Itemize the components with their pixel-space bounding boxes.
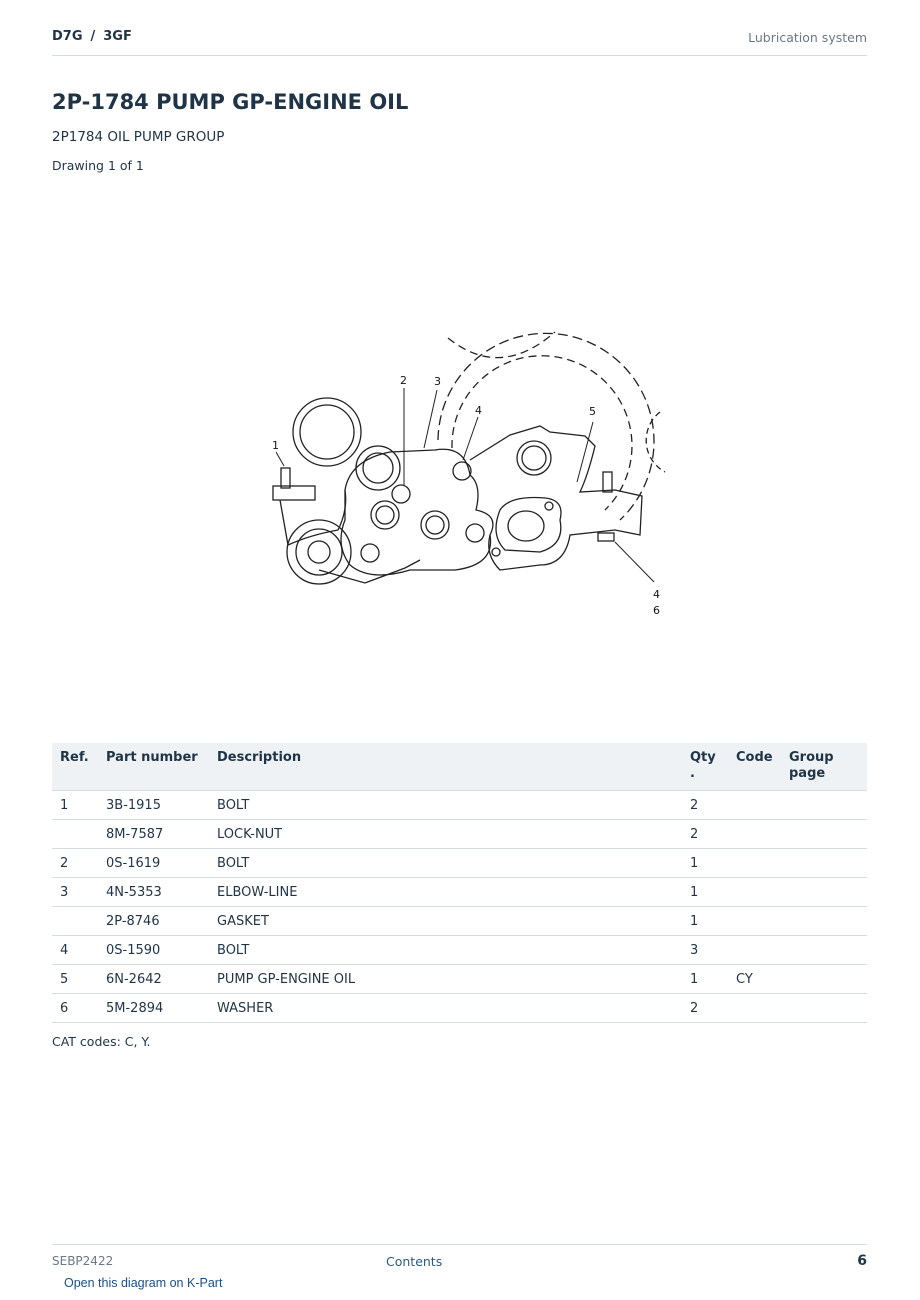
page-header — [52, 28, 867, 56]
port-upper-inner — [522, 446, 546, 470]
cell-group-page — [781, 994, 867, 1023]
table-row — [52, 791, 867, 820]
cell-qty: 1 — [682, 965, 728, 994]
cell-qty: 2 — [682, 994, 728, 1023]
table-row — [52, 965, 867, 994]
cell-ref: 5 — [52, 965, 98, 994]
breadcrumb — [52, 29, 132, 44]
cell-code — [728, 907, 781, 936]
cell-code — [728, 849, 781, 878]
leader-3 — [424, 390, 437, 448]
cell-group-page — [781, 936, 867, 965]
col-ref: Ref. — [52, 743, 98, 791]
callout-1[interactable]: 1 — [272, 439, 279, 452]
cell-description: LOCK-NUT — [209, 820, 682, 849]
cell-code — [728, 791, 781, 820]
port-a-inner — [376, 506, 394, 524]
cell-qty: 1 — [682, 878, 728, 907]
leader-5 — [577, 422, 593, 482]
cell-group-page — [781, 965, 867, 994]
cell-code — [728, 878, 781, 907]
section-name: Lubrication system — [748, 30, 867, 45]
cell-description: WASHER — [209, 994, 682, 1023]
cell-qty: 1 — [682, 907, 728, 936]
right-gear-outline — [646, 412, 665, 472]
cell-part-number[interactable]: 5M-2894 — [98, 994, 209, 1023]
kpart-link[interactable]: Open this diagram on K-Part — [64, 1276, 223, 1290]
breadcrumb-model[interactable]: D7G — [52, 29, 83, 44]
table-row — [52, 878, 867, 907]
cell-part-number[interactable]: 2P-8746 — [98, 907, 209, 936]
port-b — [421, 511, 449, 539]
cell-part-number[interactable]: 6N-2642 — [98, 965, 209, 994]
col-qty: Qty . — [682, 743, 728, 791]
bolt-4-head — [453, 462, 471, 480]
cell-ref: 6 — [52, 994, 98, 1023]
contents-link[interactable]: Contents — [386, 1254, 443, 1269]
cell-code — [728, 936, 781, 965]
bolt-2-head — [392, 485, 410, 503]
callout-3[interactable]: 3 — [434, 375, 441, 388]
cell-qty: 2 — [682, 820, 728, 849]
cat-codes-note: CAT codes: C, Y. — [52, 1034, 151, 1049]
breadcrumb-separator: / — [90, 29, 96, 44]
flange-port — [508, 511, 544, 541]
page-number: 6 — [857, 1253, 867, 1269]
callout-4b[interactable]: 4 — [653, 588, 660, 601]
bearing-inner — [308, 541, 330, 563]
cell-group-page — [781, 849, 867, 878]
drawing-count: Drawing 1 of 1 — [52, 158, 144, 173]
col-part-number: Part number — [98, 743, 209, 791]
cell-description: BOLT — [209, 936, 682, 965]
cell-ref: 1 — [52, 791, 98, 820]
cell-ref — [52, 907, 98, 936]
cell-ref: 2 — [52, 849, 98, 878]
cell-qty: 3 — [682, 936, 728, 965]
page-title: 2P-1784 PUMP GP-ENGINE OIL — [52, 90, 409, 114]
cell-part-number[interactable]: 3B-1915 — [98, 791, 209, 820]
port-b-inner — [426, 516, 444, 534]
table-header-row — [52, 743, 867, 791]
col-code: Code — [728, 743, 781, 791]
flange-bolt-1 — [545, 502, 553, 510]
upper-gear-outline — [448, 332, 555, 358]
cell-group-page — [781, 878, 867, 907]
cell-ref: 3 — [52, 878, 98, 907]
callout-2[interactable]: 2 — [400, 374, 407, 387]
parts-table — [52, 743, 867, 1023]
table-row — [52, 936, 867, 965]
cell-description: ELBOW-LINE — [209, 878, 682, 907]
cell-part-number[interactable]: 8M-7587 — [98, 820, 209, 849]
cell-description: PUMP GP-ENGINE OIL — [209, 965, 682, 994]
flange — [496, 498, 561, 553]
leader-1 — [276, 452, 284, 466]
oil-pump-drawing — [220, 190, 700, 710]
document-id: SEBP2422 — [52, 1254, 114, 1268]
nut-right — [598, 533, 614, 541]
cell-description: BOLT — [209, 849, 682, 878]
cell-group-page — [781, 907, 867, 936]
cell-group-page — [781, 791, 867, 820]
page-footer — [52, 1244, 867, 1269]
breadcrumb-serial[interactable]: 3GF — [103, 29, 132, 44]
cell-qty: 2 — [682, 791, 728, 820]
page-subtitle: 2P1784 OIL PUMP GROUP — [52, 129, 225, 145]
bolt-lower — [361, 544, 379, 562]
flange-bolt-2 — [492, 548, 500, 556]
ring-gear — [293, 398, 361, 466]
parts-diagram[interactable] — [220, 190, 700, 710]
ring-gear-inner — [300, 405, 354, 459]
bearing-mid — [296, 529, 342, 575]
table-row — [52, 849, 867, 878]
port-a — [371, 501, 399, 529]
cell-part-number[interactable]: 0S-1590 — [98, 936, 209, 965]
col-group-page: Group page — [781, 743, 867, 791]
cell-part-number[interactable]: 4N-5353 — [98, 878, 209, 907]
leader-46 — [615, 542, 654, 582]
cell-ref — [52, 820, 98, 849]
cell-qty: 1 — [682, 849, 728, 878]
cell-code — [728, 994, 781, 1023]
cell-code: CY — [728, 965, 781, 994]
cell-ref: 4 — [52, 936, 98, 965]
col-description: Description — [209, 743, 682, 791]
table-row — [52, 994, 867, 1023]
callout-4[interactable]: 4 — [475, 404, 482, 417]
callout-5[interactable]: 5 — [589, 405, 596, 418]
bolt-1 — [281, 468, 290, 488]
cell-description: BOLT — [209, 791, 682, 820]
cell-description: GASKET — [209, 907, 682, 936]
table-row — [52, 907, 867, 936]
stud-right — [603, 472, 612, 492]
cell-code — [728, 820, 781, 849]
cell-part-number[interactable]: 0S-1619 — [98, 849, 209, 878]
leader-4 — [463, 417, 478, 460]
table-row — [52, 820, 867, 849]
callout-6[interactable]: 6 — [653, 604, 660, 617]
bolt-right-lower — [466, 524, 484, 542]
cell-group-page — [781, 820, 867, 849]
gear-inner-outline — [452, 356, 632, 510]
left-bracket — [273, 486, 315, 500]
elbow-port-inner — [363, 453, 393, 483]
